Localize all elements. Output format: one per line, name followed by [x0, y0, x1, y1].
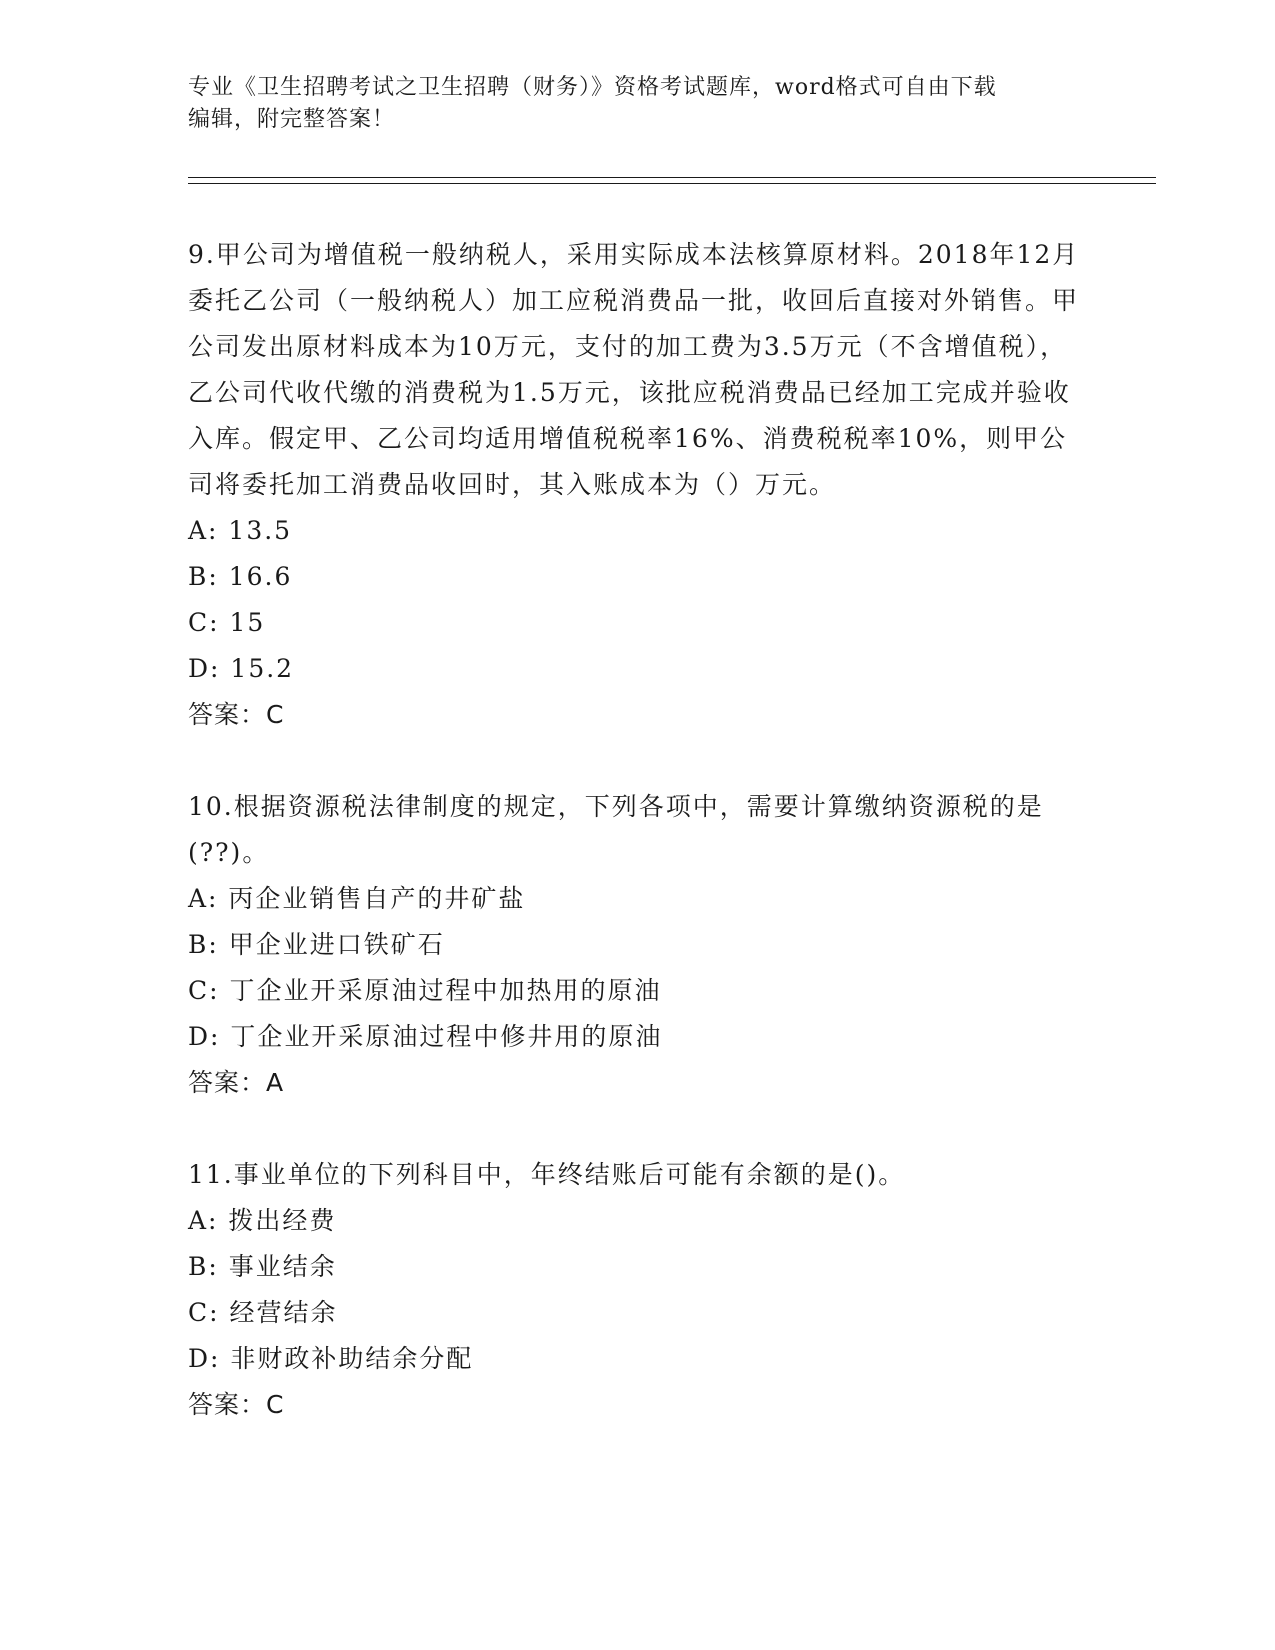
question-9	[188, 232, 1088, 738]
header-line-1: 专业《卫生招聘考试之卫生招聘（财务）》资格考试题库，word格式可自由下载	[188, 75, 997, 100]
question-10	[188, 784, 1088, 1106]
answer-line: 答案：C	[188, 700, 285, 729]
question-text: 10.根据资源税法律制度的规定，下列各项中，需要计算缴纳资源税的是(??)。	[188, 792, 1044, 867]
question-text: 9.甲公司为增值税一般纳税人，采用实际成本法核算原材料。2018年12月委托乙公司（一般纳税人）加工应税消费品一批，收回后直接对外销售。甲公司发出原材料成本为10万元，支付的加工费为3.5万元（不含增值税），乙公司代收代缴的消费税为1.5万元，该批应税消费品已经加工完成并验收入库。假定甲、乙公司均适用增值税税率16%、消费税税率10%，则甲公司将委托加工消费品收回时，其入账成本为（）万元。	[188, 240, 1080, 499]
option-b: B: 16.6	[188, 562, 293, 591]
header-line-2: 编辑，附完整答案！	[188, 107, 396, 132]
header-double-rule	[188, 177, 1156, 184]
option-c: C: 经营结余	[188, 1298, 338, 1327]
option-d: D: 丁企业开采原油过程中修井用的原油	[188, 1022, 663, 1051]
question-text: 11.事业单位的下列科目中，年终结账后可能有余额的是()。	[188, 1160, 906, 1189]
option-c: C: 15	[188, 608, 266, 637]
option-b: B: 甲企业进口铁矿石	[188, 930, 445, 959]
document-header	[188, 72, 1088, 136]
option-d: D: 非财政补助结余分配	[188, 1344, 474, 1373]
option-d: D: 15.2	[188, 654, 295, 683]
question-list	[188, 232, 1088, 1474]
option-c: C: 丁企业开采原油过程中加热用的原油	[188, 976, 662, 1005]
option-a: A: 13.5	[188, 516, 293, 545]
option-b: B: 事业结余	[188, 1252, 337, 1281]
answer-line: 答案：A	[188, 1068, 285, 1097]
option-a: A: 丙企业销售自产的井矿盐	[188, 884, 526, 913]
question-11	[188, 1152, 1088, 1428]
answer-line: 答案：C	[188, 1390, 285, 1419]
option-a: A: 拨出经费	[188, 1206, 337, 1235]
